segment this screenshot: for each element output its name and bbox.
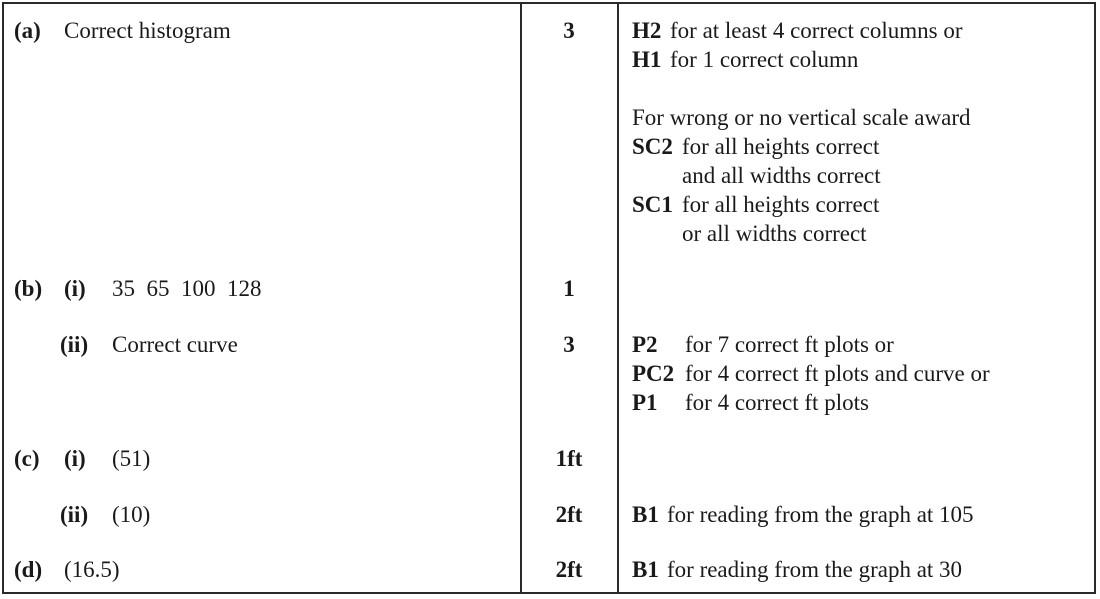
guidance-text: for all heights correct — [682, 192, 880, 217]
guidance-code: P2 — [632, 332, 658, 357]
guidance-text: for reading from the graph at 30 — [667, 557, 963, 582]
part-b-ii-answer: Correct curve — [112, 332, 238, 357]
part-c-ii-label: (ii) — [60, 502, 89, 527]
part-b-i-label: (i) — [64, 276, 86, 301]
guidance-code: H2 — [632, 18, 662, 43]
guidance-code: P1 — [632, 390, 658, 415]
guidance-code: SC2 — [632, 134, 673, 159]
column-divider-guidance — [617, 2, 619, 594]
guidance-text: for at least 4 correct columns or — [670, 18, 963, 43]
guidance-code: B1 — [632, 502, 659, 527]
part-c-ii-mark: 2ft — [555, 502, 583, 527]
part-a-answer: Correct histogram — [64, 18, 231, 43]
part-d-label: (d) — [14, 557, 43, 582]
part-d-answer: (16.5) — [64, 557, 120, 582]
guidance-text: for all heights correct — [682, 134, 880, 159]
column-divider-marks — [520, 2, 522, 594]
guidance-text: for 4 correct ft plots — [685, 390, 869, 415]
part-c-i-answer: (51) — [112, 446, 151, 471]
part-b-ii-mark: 3 — [563, 332, 575, 357]
part-a-mark: 3 — [563, 18, 575, 43]
part-c-ii-answer: (10) — [112, 502, 151, 527]
guidance-code: H1 — [632, 47, 662, 72]
guidance-text: for 4 correct ft plots and curve or — [685, 361, 990, 386]
guidance-text: for reading from the graph at 105 — [667, 502, 974, 527]
part-d-mark: 2ft — [555, 557, 583, 582]
part-b-i-mark: 1 — [563, 276, 575, 301]
part-c-i-label: (i) — [64, 446, 86, 471]
guidance-text: For wrong or no vertical scale award — [632, 105, 971, 130]
guidance-code: PC2 — [632, 361, 675, 386]
part-b-label: (b) — [14, 276, 43, 301]
part-c-label: (c) — [14, 446, 40, 471]
guidance-text: for 1 correct column — [670, 47, 859, 72]
part-a-label: (a) — [14, 18, 41, 43]
guidance-code: SC1 — [632, 192, 673, 217]
part-b-ii-label: (ii) — [60, 332, 89, 357]
guidance-code: B1 — [632, 557, 659, 582]
guidance-text: for 7 correct ft plots or — [685, 332, 894, 357]
part-b-i-answer: 35 65 100 128 — [112, 276, 262, 301]
guidance-text: and all widths correct — [682, 163, 881, 188]
part-c-i-mark: 1ft — [555, 446, 583, 471]
guidance-text: or all widths correct — [682, 221, 867, 246]
